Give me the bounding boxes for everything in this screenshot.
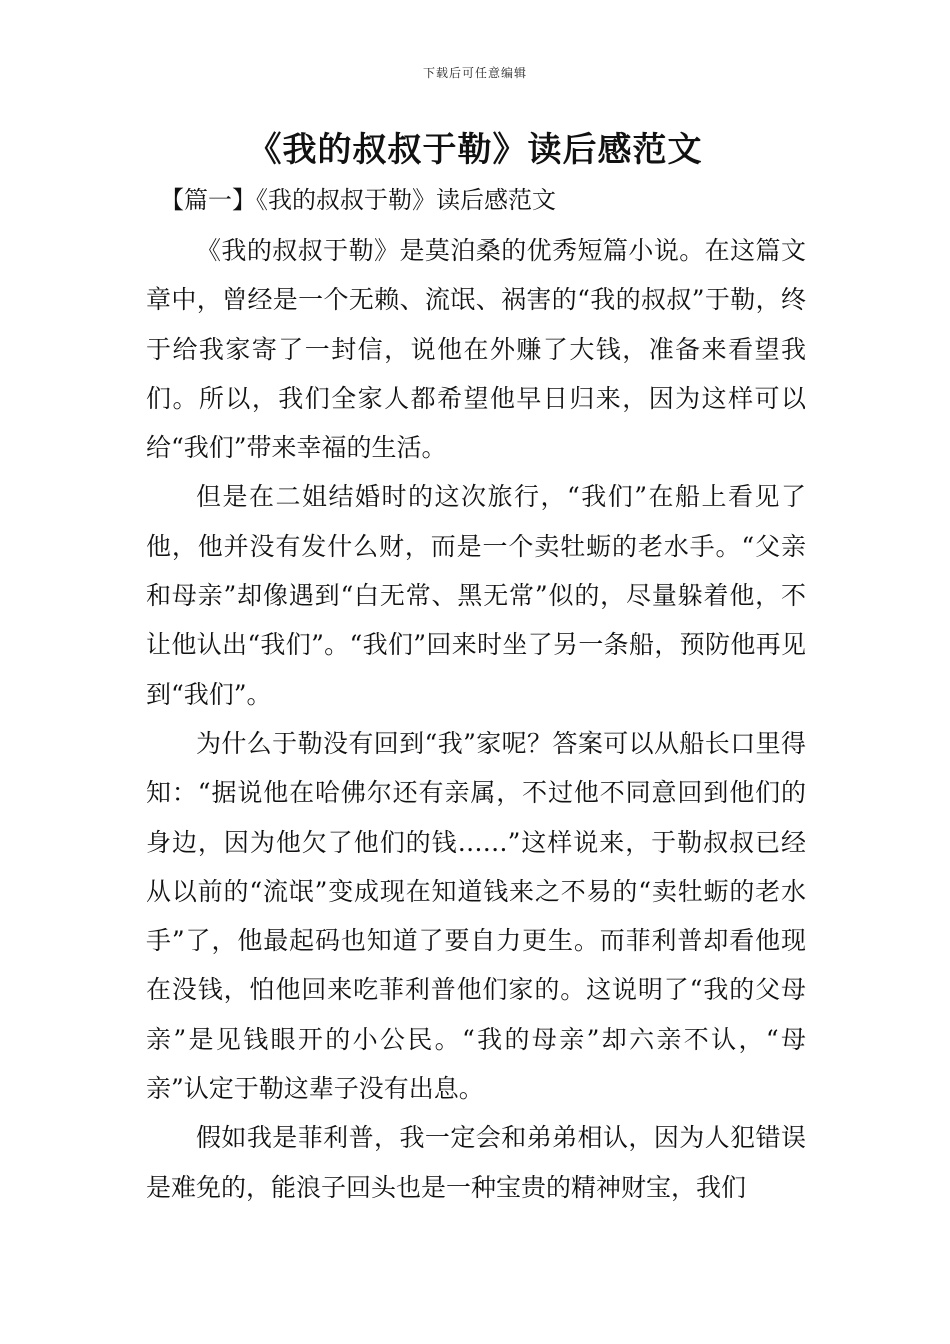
section-heading: 【篇一】《我的叔叔于勒》读后感范文 [160, 186, 556, 214]
paragraph: 假如我是菲利普，我一定会和弟弟相认，因为人犯错误是难免的，能浪子回头也是一种宝贵的精神财宝，我们 [146, 1123, 806, 1202]
header-note: 下载后可任意编辑 [422, 66, 527, 80]
paragraph: 《我的叔叔于勒》是莫泊桑的优秀短篇小说。在这篇文章中，曾经是一个无赖、流氓、祸害的“我的叔叔”于勒，终于给我家寄了一封信，说他在外赚了大钱，准备来看望我们。所以，我们全家人都希望他早日归来，因为这样可以给“我们”带来幸福的生活。 [146, 236, 806, 463]
paragraph: 但是在二姐结婚时的这次旅行，“我们”在船上看见了他，他并没有发什么财，而是一个卖牡蛎的老水手。“父亲和母亲”却像遇到“白无常、黑无常”似的，尽量躲着他，不让他认出“我们”。“我们”回来时坐了另一条船，预防他再见到“我们”。 [146, 482, 806, 709]
document-body [146, 226, 806, 1212]
paragraph: 为什么于勒没有回到“我”家呢？答案可以从船长口里得知：“据说他在哈佛尔还有亲属，不过他不同意回到他们的身边，因为他欠了他们的钱……”这样说来，于勒叔叔已经从以前的“流氓”变成现在知道钱来之不易的“卖牡蛎的老水手”了，他最起码也知道了要自力更生。而菲利普却看他现在没钱，怕他回来吃菲利普他们家的。这说明了“我的父母亲”是见钱眼开的小公民。“我的母亲”却六亲不认，“母亲”认定于勒这辈子没有出息。 [146, 728, 806, 1104]
document-title: 《我的叔叔于勒》读后感范文 [247, 130, 703, 170]
